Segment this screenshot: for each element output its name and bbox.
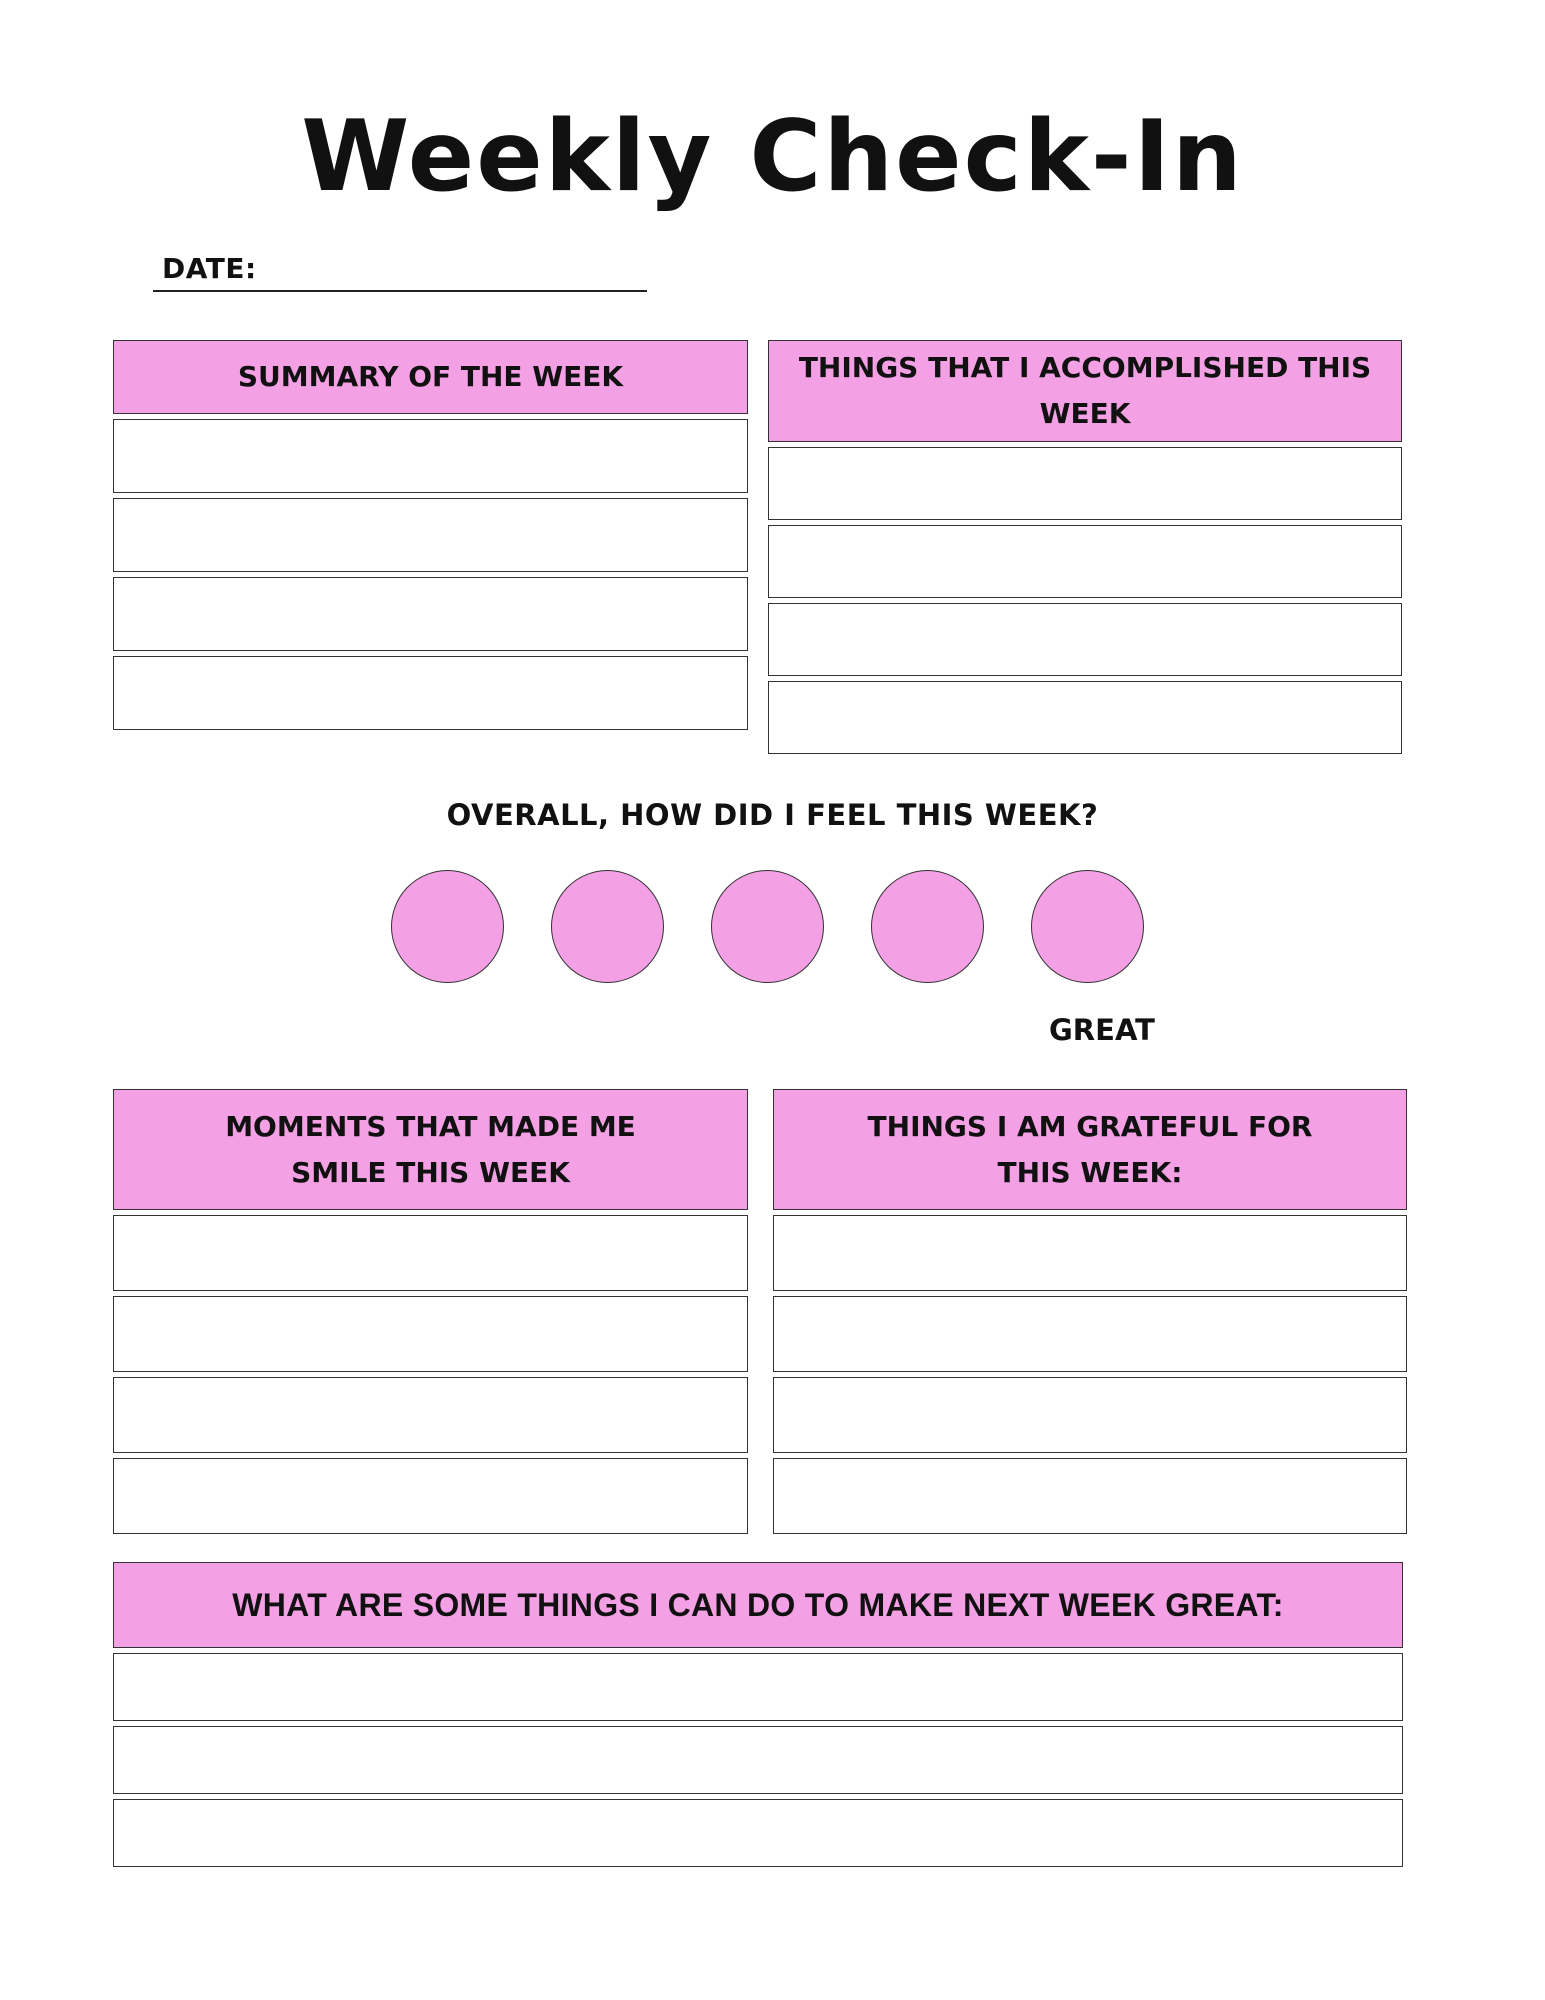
moments-row[interactable] bbox=[113, 1215, 748, 1291]
grateful-row[interactable] bbox=[773, 1377, 1407, 1453]
mood-great-label: GREAT bbox=[1049, 1013, 1155, 1047]
mood-circle-5[interactable] bbox=[1031, 870, 1144, 983]
grateful-row[interactable] bbox=[773, 1458, 1407, 1534]
mood-circle-1[interactable] bbox=[391, 870, 504, 983]
grateful-header: THINGS I AM GRATEFUL FOR THIS WEEK: bbox=[773, 1089, 1407, 1210]
accomplished-header: THINGS THAT I ACCOMPLISHED THIS WEEK bbox=[768, 340, 1402, 442]
moments-row[interactable] bbox=[113, 1458, 748, 1534]
date-label: DATE: bbox=[162, 252, 257, 285]
summary-header: SUMMARY OF THE WEEK bbox=[113, 340, 748, 414]
mood-question: OVERALL, HOW DID I FEEL THIS WEEK? bbox=[446, 798, 1099, 832]
grateful-row[interactable] bbox=[773, 1215, 1407, 1291]
accomplished-row[interactable] bbox=[768, 681, 1402, 754]
summary-row[interactable] bbox=[113, 419, 748, 493]
mood-circle-2[interactable] bbox=[551, 870, 664, 983]
mood-circle-3[interactable] bbox=[711, 870, 824, 983]
next-week-row[interactable] bbox=[113, 1799, 1403, 1867]
accomplished-row[interactable] bbox=[768, 603, 1402, 676]
summary-row[interactable] bbox=[113, 577, 748, 651]
mood-circle-4[interactable] bbox=[871, 870, 984, 983]
grateful-section bbox=[773, 1089, 1407, 1534]
moments-section bbox=[113, 1089, 748, 1534]
accomplished-section bbox=[768, 340, 1402, 754]
summary-section bbox=[113, 340, 748, 730]
next-week-row[interactable] bbox=[113, 1653, 1403, 1721]
date-input-line[interactable] bbox=[153, 290, 647, 292]
moments-header: MOMENTS THAT MADE ME SMILE THIS WEEK bbox=[113, 1089, 748, 1210]
summary-row[interactable] bbox=[113, 656, 748, 730]
next-week-section bbox=[113, 1562, 1403, 1867]
accomplished-row[interactable] bbox=[768, 525, 1402, 598]
page-title: Weekly Check-In bbox=[301, 100, 1244, 214]
next-week-header: WHAT ARE SOME THINGS I CAN DO TO MAKE NEXT WEEK GREAT: bbox=[113, 1562, 1403, 1648]
grateful-row[interactable] bbox=[773, 1296, 1407, 1372]
moments-row[interactable] bbox=[113, 1377, 748, 1453]
summary-row[interactable] bbox=[113, 498, 748, 572]
moments-row[interactable] bbox=[113, 1296, 748, 1372]
accomplished-row[interactable] bbox=[768, 447, 1402, 520]
next-week-row[interactable] bbox=[113, 1726, 1403, 1794]
